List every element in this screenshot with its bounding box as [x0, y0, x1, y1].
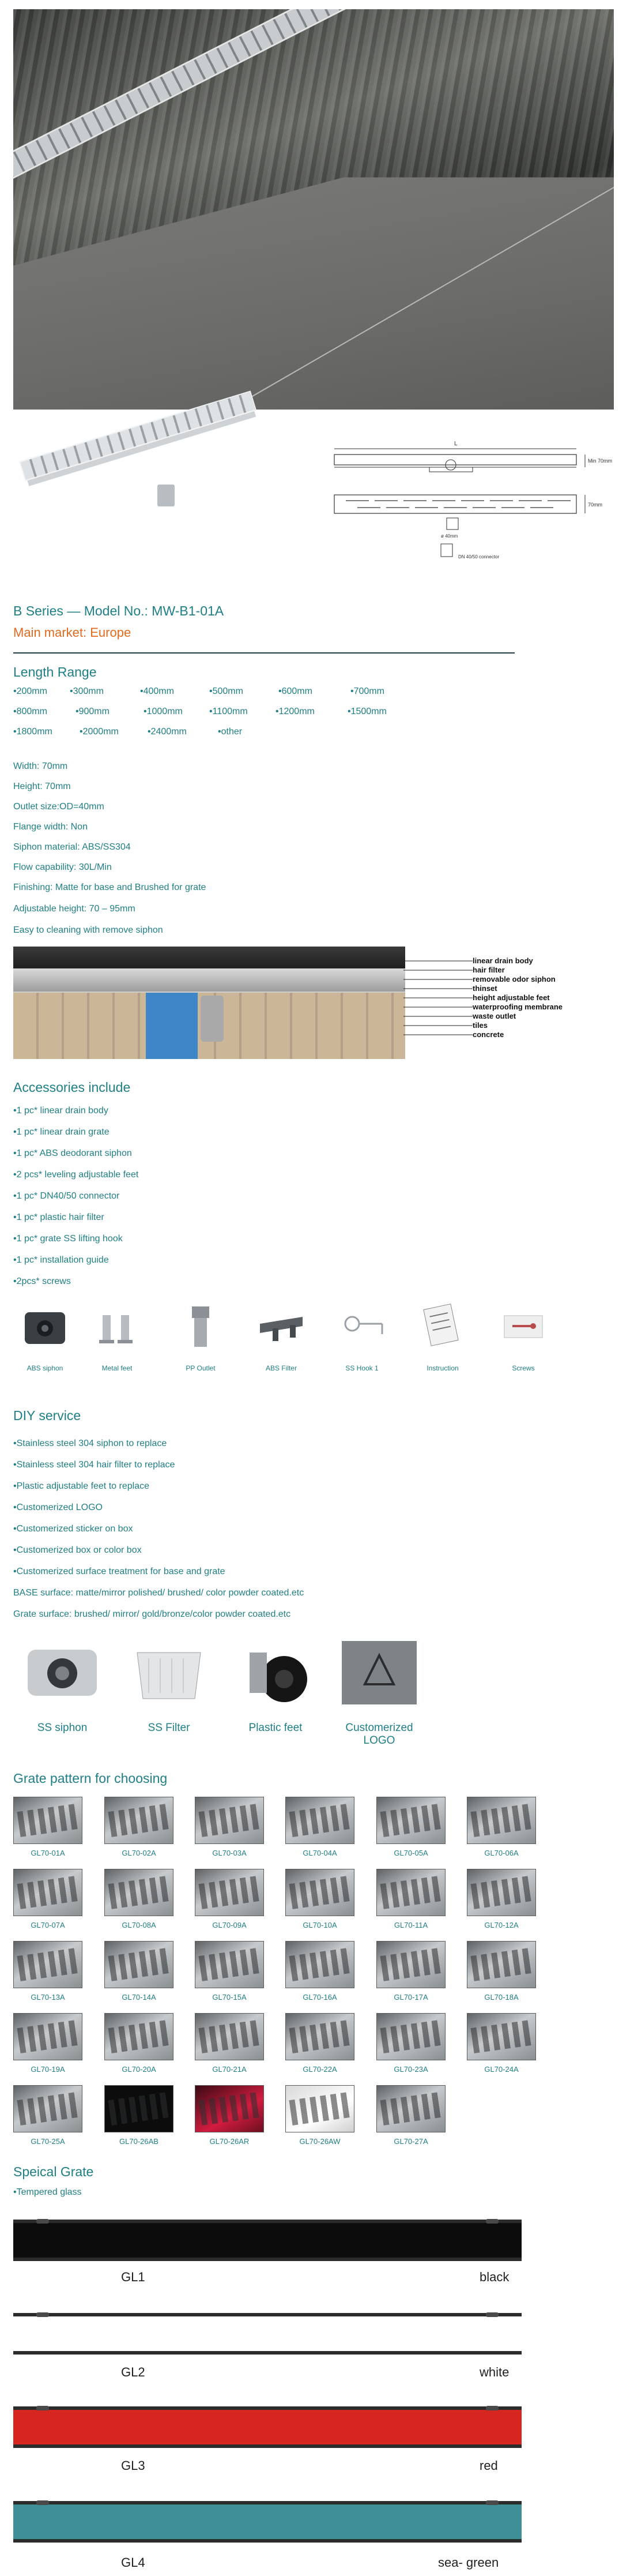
grate-pattern-code: GL70-02A: [122, 1849, 156, 1857]
grate-pattern-image: [104, 1869, 173, 1916]
diy-item: •Stainless steel 304 siphon to replace: [13, 1439, 167, 1448]
grate-pattern-image: [467, 1941, 536, 1988]
length-value: •other: [218, 727, 243, 737]
glass-code: GL3: [121, 2458, 145, 2473]
grate-pattern-image: [376, 2013, 446, 2060]
length-value: •2400mm: [148, 727, 187, 737]
grate-pattern-code: GL70-14A: [122, 1993, 156, 2002]
accessory-item: •1 pc* linear drain grate: [13, 1127, 110, 1137]
grate-pattern-tile: [13, 1941, 82, 2002]
grate-pattern-image: [285, 1797, 354, 1844]
grate-pattern-code: GL70-23A: [394, 2065, 428, 2074]
plastic-feet-icon: [232, 1635, 319, 1710]
spec-line: Flow capability: 30L/Min: [13, 862, 112, 872]
pp-outlet-item: [169, 1301, 232, 1372]
grate-pattern-tile: [467, 1869, 536, 1929]
grate-pattern-code: GL70-16A: [303, 1993, 337, 2002]
grate-pattern-tile: [467, 1797, 536, 1857]
patterns-title: Grate pattern for choosing: [13, 1771, 168, 1786]
grate-pattern-code: GL70-05A: [394, 1849, 428, 1857]
dim-height-label: Min 70mm: [588, 458, 613, 464]
accessory-item: •1 pc* DN40/50 connector: [13, 1191, 120, 1201]
grate-pattern-code: GL70-04A: [303, 1849, 337, 1857]
length-value: •200mm: [13, 686, 47, 696]
screws-item: [492, 1301, 555, 1372]
grate-pattern-tile: [104, 2085, 173, 2146]
grate-pattern-image: [376, 1869, 446, 1916]
grate-pattern-tile: [13, 2085, 82, 2146]
grate-pattern-image: [195, 1869, 264, 1916]
hero-photo: [13, 9, 614, 410]
grate-pattern-tile: [195, 1869, 264, 1929]
accessory-caption: ABS siphon: [27, 1364, 63, 1372]
special-subtitle: •Tempered glass: [13, 2187, 82, 2197]
grate-pattern-tile: [104, 1869, 173, 1929]
abs-siphon-icon: [19, 1301, 71, 1353]
length-value: •1100mm: [209, 707, 248, 716]
instruction-icon: [417, 1301, 469, 1353]
diy-caption: Plastic feet: [248, 1722, 303, 1734]
grate-pattern-tile: [285, 2085, 354, 2146]
model-title: B Series — Model No.: MW-B1-01A: [13, 603, 224, 618]
custom-logo-item: [330, 1635, 428, 1747]
glass-code: GL2: [121, 2365, 145, 2379]
glass-color: red: [480, 2458, 498, 2473]
dim-width-label: 70mm: [588, 502, 603, 508]
grate-pattern-tile: [376, 1869, 446, 1929]
grate-pattern-image: [104, 2085, 173, 2132]
section-label: linear drain body: [473, 956, 533, 965]
grate-pattern-image: [13, 2085, 82, 2132]
grate-pattern-image: [104, 1797, 173, 1844]
length-value: •1200mm: [276, 707, 315, 716]
section-label: thinset: [473, 984, 497, 993]
grate-pattern-image: [13, 1941, 82, 1988]
grate-pattern-image: [195, 1941, 264, 1988]
length-value: •900mm: [76, 707, 110, 716]
ss-siphon-item: [13, 1635, 111, 1734]
grate-pattern-tile: [195, 2013, 264, 2074]
ss-siphon-icon: [19, 1635, 105, 1710]
grate-pattern-tile: [376, 1941, 446, 2002]
diy-item: •Customerized LOGO: [13, 1503, 103, 1512]
grate-pattern-image: [104, 2013, 173, 2060]
grate-pattern-image: [104, 1941, 173, 1988]
grate-pattern-image: [285, 2085, 354, 2132]
length-value: •400mm: [140, 686, 174, 696]
accessory-item: •1 pc* installation guide: [13, 1255, 109, 1265]
grate-pattern-image: [195, 1797, 264, 1844]
ss-filter-icon: [126, 1635, 212, 1710]
grate-pattern-code: GL70-11A: [394, 1921, 428, 1929]
spec-line: Width: 70mm: [13, 761, 68, 771]
grate-pattern-tile: [467, 1941, 536, 2002]
grate-pattern-image: [13, 1869, 82, 1916]
grate-pattern-code: GL70-20A: [122, 2065, 156, 2074]
glass-grate-sea-green: [13, 2501, 522, 2543]
grate-pattern-code: GL70-06A: [484, 1849, 519, 1857]
glass-color: sea- green: [438, 2555, 499, 2570]
spec-line: Finishing: Matte for base and Brushed for grate: [13, 883, 206, 892]
glass-color: black: [480, 2270, 510, 2284]
grate-pattern-code: GL70-15A: [212, 1993, 247, 2002]
grate-pattern-tile: [376, 1797, 446, 1857]
section-labels: [473, 956, 563, 1039]
diy-item: •Plastic adjustable feet to replace: [13, 1481, 149, 1491]
grate-pattern-tile: [104, 1941, 173, 2002]
spec-line: Height: 70mm: [13, 782, 71, 791]
grate-pattern-code: GL70-22A: [303, 2065, 337, 2074]
grate-pattern-tile: [467, 2013, 536, 2074]
section-label: waste outlet: [473, 1012, 516, 1020]
grate-pattern-image: [467, 1797, 536, 1844]
grate-pattern-code: GL70-13A: [31, 1993, 65, 2002]
grate-pattern-code: GL70-18A: [484, 1993, 519, 2002]
diy-item: •Customerized sticker on box: [13, 1524, 133, 1534]
accessory-caption: SS Hook 1: [345, 1364, 379, 1372]
diy-caption: SS Filter: [148, 1722, 190, 1734]
accessory-item: •1 pc* ABS deodorant siphon: [13, 1148, 132, 1158]
grate-pattern-tile: [285, 2013, 354, 2074]
grate-pattern-code: GL70-26AB: [119, 2137, 158, 2146]
grate-pattern-code: GL70-01A: [31, 1849, 65, 1857]
spec-line: Flange width: Non: [13, 822, 88, 832]
grate-pattern-tile: [195, 2085, 264, 2146]
accessory-icons: [13, 1301, 567, 1387]
diy-caption: Customerized LOGO: [345, 1722, 413, 1747]
dim-L-label: L: [454, 441, 458, 447]
accessory-item: •1 pc* grate SS lifting hook: [13, 1234, 123, 1244]
glass-code: GL4: [121, 2555, 145, 2570]
grate-pattern-code: GL70-19A: [31, 2065, 65, 2074]
grate-pattern-image: [285, 1869, 354, 1916]
logo-icon: [336, 1635, 422, 1710]
spec-line: Siphon material: ABS/SS304: [13, 842, 131, 852]
grate-pattern-code: GL70-25A: [31, 2137, 65, 2146]
spec-line: Outlet size:OD=40mm: [13, 802, 104, 812]
grate-pattern-tile: [195, 1797, 264, 1857]
main-market: Main market: Europe: [13, 625, 131, 640]
accessory-item: •1 pc* linear drain body: [13, 1106, 108, 1116]
grate-pattern-code: GL70-12A: [484, 1921, 519, 1929]
length-range-title: Length Range: [13, 664, 97, 679]
special-title: Speical Grate: [13, 2164, 94, 2179]
length-value: •1500mm: [348, 707, 387, 716]
section-label: height adjustable feet: [473, 993, 550, 1002]
ss-filter-item: [120, 1635, 218, 1734]
grate-pattern-image: [13, 1797, 82, 1844]
abs-siphon-item: [13, 1301, 77, 1372]
section-label: waterproofing membrane: [473, 1002, 563, 1011]
divider: [13, 652, 515, 654]
diy-caption: SS siphon: [37, 1722, 88, 1734]
length-value: •2000mm: [80, 727, 119, 737]
grate-pattern-tile: [376, 2013, 446, 2074]
abs-filter-item: [250, 1301, 313, 1372]
glass-code: GL1: [121, 2270, 145, 2284]
grate-pattern-code: GL70-03A: [212, 1849, 247, 1857]
abs-filter-icon: [255, 1301, 307, 1353]
grate-pattern-tile: [13, 2013, 82, 2074]
callout-lines: [403, 956, 473, 1054]
grate-pattern-code: GL70-10A: [303, 1921, 337, 1929]
technical-drawing: [317, 431, 617, 576]
diy-item: •Stainless steel 304 hair filter to replace: [13, 1460, 175, 1470]
diy-item: •Customerized box or color box: [13, 1545, 142, 1555]
diy-item: BASE surface: matte/mirror polished/ brushed/ color powder coated.etc: [13, 1588, 304, 1598]
diy-title: DIY service: [13, 1408, 81, 1423]
accessory-caption: ABS Filter: [265, 1364, 297, 1372]
pp-outlet-icon: [175, 1301, 227, 1353]
grate-pattern-tile: [285, 1941, 354, 2002]
length-value: •500mm: [209, 686, 243, 696]
grate-pattern-image: [285, 2013, 354, 2060]
grate-pattern-tile: [285, 1797, 354, 1857]
accessory-caption: Metal feet: [101, 1364, 133, 1372]
grate-pattern-image: [195, 2013, 264, 2060]
grate-pattern-tile: [376, 2085, 446, 2146]
length-value: •700mm: [350, 686, 384, 696]
section-label: removable odor siphon: [473, 975, 556, 983]
grate-pattern-image: [376, 2085, 446, 2132]
diy-icons: [13, 1635, 451, 1751]
grate-pattern-code: GL70-26AW: [299, 2137, 341, 2146]
grate-pattern-image: [467, 2013, 536, 2060]
hook-icon: [336, 1301, 388, 1353]
grate-pattern-code: GL70-08A: [122, 1921, 156, 1929]
length-value: •600mm: [278, 686, 312, 696]
grate-pattern-tile: [104, 2013, 173, 2074]
accessory-caption: PP Outlet: [186, 1364, 216, 1372]
grate-pattern-tile: [13, 1797, 82, 1857]
accessory-caption: Screws: [512, 1364, 535, 1372]
grate-pattern-tile: [13, 1869, 82, 1929]
grate-pattern-code: GL70-24A: [484, 2065, 519, 2074]
diy-item: Grate surface: brushed/ mirror/ gold/bronze/color powder coated.etc: [13, 1609, 291, 1619]
dim-outlet-label: ø 40mm: [441, 534, 458, 539]
length-value: •1800mm: [13, 727, 52, 737]
length-value: •1000mm: [144, 707, 183, 716]
grate-pattern-tile: [285, 1869, 354, 1929]
grate-pattern-image: [376, 1797, 446, 1844]
length-value: •300mm: [70, 686, 104, 696]
grate-pattern-code: GL70-09A: [212, 1921, 247, 1929]
grate-pattern-image: [13, 2013, 82, 2060]
spec-line: Adjustable height: 70 – 95mm: [13, 904, 135, 914]
ss-hook-item: [330, 1301, 394, 1372]
glass-grate-red: [13, 2406, 522, 2448]
glass-grate-black: [13, 2220, 522, 2261]
pattern-grid: [13, 1797, 567, 2154]
grate-pattern-image: [467, 1869, 536, 1916]
accessory-caption: Instruction: [427, 1364, 459, 1372]
accessory-item: •2pcs* screws: [13, 1276, 71, 1286]
grate-pattern-image: [376, 1941, 446, 1988]
diy-item: •Customerized surface treatment for base and grate: [13, 1567, 225, 1576]
grate-pattern-tile: [195, 1941, 264, 2002]
grate-pattern-code: GL70-07A: [31, 1921, 65, 1929]
connector-label: DN 40/50 connector: [458, 554, 500, 559]
section-label: concrete: [473, 1030, 504, 1039]
instruction-item: [411, 1301, 474, 1372]
length-value: •800mm: [13, 707, 47, 716]
plastic-feet-item: [227, 1635, 324, 1734]
accessory-item: •2 pcs* leveling adjustable feet: [13, 1170, 139, 1180]
glass-grate-white: [13, 2313, 522, 2355]
grate-pattern-code: GL70-17A: [394, 1993, 428, 2002]
grate-pattern-tile: [104, 1797, 173, 1857]
glass-color: white: [480, 2365, 510, 2379]
spec-line: Easy to cleaning with remove siphon: [13, 925, 163, 935]
accessories-title: Accessories include: [13, 1080, 131, 1095]
grate-pattern-image: [195, 2085, 264, 2132]
metal-feet-item: [85, 1301, 149, 1372]
section-label: hair filter: [473, 966, 505, 974]
grate-pattern-image: [285, 1941, 354, 1988]
grate-pattern-code: GL70-21A: [212, 2065, 247, 2074]
accessory-item: •1 pc* plastic hair filter: [13, 1212, 104, 1222]
screws-icon: [497, 1301, 549, 1353]
section-label: tiles: [473, 1021, 488, 1030]
grate-pattern-code: GL70-26AR: [209, 2137, 250, 2146]
grate-pattern-code: GL70-27A: [394, 2137, 428, 2146]
cross-section-image: [13, 947, 405, 1059]
product-photo: [13, 438, 261, 554]
metal-feet-icon: [91, 1301, 143, 1353]
